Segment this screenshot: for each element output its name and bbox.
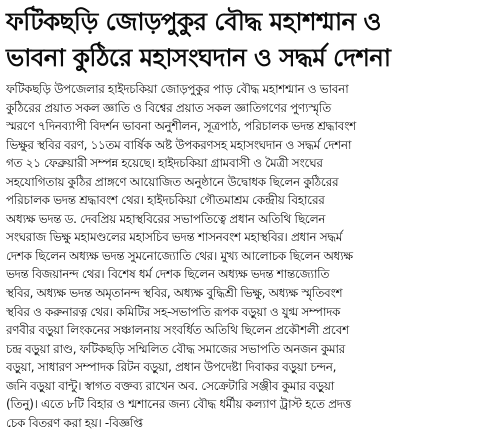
body-line: গত ২১ ফেব্রুয়ারী সম্পন্ন হয়েছে। হাইদচকিয়া গ্রামবাসী ও মৈত্রী সংঘের — [6, 156, 323, 171]
body-line: চন্দ্র বড়ুয়া রাণ্ড, ফটিকছড়ি সম্মিলিত বৌদ্ধ সমাজের সভাপতি অনজন কুমার — [6, 341, 345, 356]
body-line: পরিচালক ভদন্ত শ্রদ্ধাবংশ থের। হাইদচকিয়া গৌতমাশ্রম কেন্দ্রীয় বিহারের — [6, 193, 325, 208]
body-line: কুঠিরের প্রয়াত সকল জ্ঞাতি ও বিশ্বের প্রয়াত সকল জ্ঞাতিগণের পুণ্যস্মৃতি — [6, 100, 331, 115]
body-line: সহযোগিতায় কুঠির প্রাঙ্গণে আয়োজিত অনুষ্ঠানে উদ্বোধক ছিলেন কুঠিরের — [6, 174, 339, 189]
body-line: স্মরণে ৭দিনব্যাপী বিদর্শন ভাবনা অনুশীলন, সূত্রপাঠ, পরিচালক ভদন্ত শ্রদ্ধাবংশ — [6, 119, 356, 134]
body-line: ভদন্ত বিজয়ানন্দ থের। বিশেষ ধর্ম দেশক ছিলেন অধ্যক্ষ ভদন্ত শান্তজ্যোতি — [6, 267, 330, 282]
body-line: সংঘরাজ ভিক্ষু মহামণ্ডলের মহাসচিব ভদন্ত শাসনবংশ মহাস্থবির। প্রধান সদ্ধর্ম — [6, 230, 343, 245]
body-line: ভিক্ষুর স্থবির বরণ, ১১তম বার্ষিক অষ্ট উপকরণসহ মহাসংঘদান ও সদ্ধর্ম দেশনা — [6, 137, 352, 152]
body-line: জনি বড়ুয়া বান্টু। স্বাগত বক্তব্য রাখেন অব. সেক্রেটারি সঞ্জীব কুমার বড়ুয়া — [6, 378, 335, 393]
body-line: চেক বিতরণ করা হয়। -বিজ্ঞপ্তি — [6, 415, 143, 430]
body-line: দেশক ছিলেন অধ্যক্ষ ভদন্ত সুমনোজ্যোতি থের। মুখ্য আলোচক ছিলেন অধ্যক্ষ — [6, 248, 353, 263]
body-line: অধ্যক্ষ ভদন্ত ড. দেবপ্রিয় মহাস্থবিরের সভাপতিত্বে প্রধান অতিথি ছিলেন — [6, 211, 326, 226]
body-line: স্থবির ও করুনারত্ন থের। কমিটির সহ-সভাপতি রূপক বড়ুয়া ও যুগ্ম সম্পাদক — [6, 304, 341, 319]
body-line: ফটিকছড়ি উপজেলার হাইদচকিয়া জোড়পুকুর পাড় বৌদ্ধ মহাশশ্মান ও ভাবনা — [6, 82, 349, 96]
headline-line-2: ভাবনা কুঠিরে মহাসংঘদান ও সদ্ধর্ম দেশনা — [6, 43, 391, 72]
headline — [6, 4, 470, 76]
headline-line-1: ফটিকছড়ি জোড়পুকুর বৌদ্ধ মহাশশ্মান ও — [6, 7, 381, 36]
article-body — [6, 80, 470, 432]
body-line: (তিনু)। এতে ৮টি বিহার ও শ্মশানের জন্য বৌদ্ধ ধর্মীয় কল্যাণ ট্রাস্ট হতে প্রদত্ত — [6, 397, 351, 412]
body-line: বড়ুয়া, সাধারণ সম্পাদক রিটন বড়ুয়া, প্রধান উপদেষ্টা দিবাকর বড়ুয়া চন্দন, — [6, 360, 337, 375]
body-line: স্থবির, অধ্যক্ষ ভদন্ত অমৃতানন্দ স্থবির, অধ্যক্ষ বুদ্ধিশ্রী ভিক্ষু, অধ্যক্ষ স্মৃতিবংশ — [6, 286, 343, 301]
body-line: রণবীর বড়ুয়া লিংকনের সঞ্চালনায় সংবর্ধিত অতিথি ছিলেন প্রকৌশলী প্রবেশ — [6, 323, 349, 338]
